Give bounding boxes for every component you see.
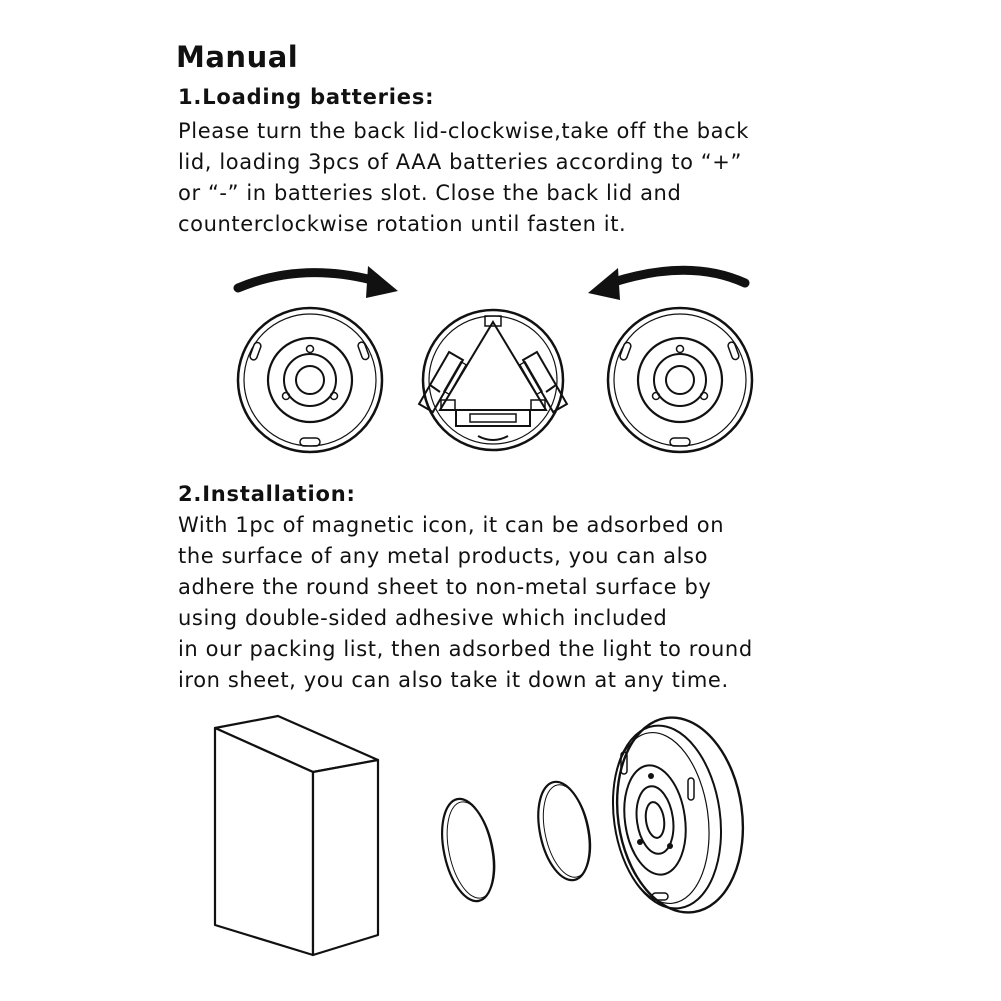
metal-box (215, 716, 378, 955)
section2-line: the surface of any metal products, you can also (178, 544, 709, 568)
section2-line: With 1pc of magnetic icon, it can be adsorbed on (178, 513, 725, 537)
section1-line: lid, loading 3pcs of AAA batteries according to “+” (178, 150, 742, 174)
section2-line: iron sheet, you can also take it down at any time. (178, 668, 729, 692)
section1-heading: 1.Loading batteries: (178, 85, 435, 109)
adhesive-sheet (530, 777, 598, 885)
section2-line: adhere the round sheet to non-metal surface by (178, 575, 712, 599)
section2-heading: 2.Installation: (178, 482, 356, 506)
section1-line: Please turn the back lid-clockwise,take off the back (178, 119, 750, 143)
iron-sheet (434, 794, 503, 906)
section2-line: in our packing list, then adsorbed the light to round (178, 637, 753, 661)
lamp-side-view (602, 709, 755, 920)
manual-title: Manual (176, 40, 299, 74)
section1-line: or “-” in batteries slot. Close the back lid and (178, 181, 682, 205)
section1-line: counterclockwise rotation until fasten it. (178, 212, 627, 236)
section2-line: using double-sided adhesive which included (178, 606, 668, 630)
